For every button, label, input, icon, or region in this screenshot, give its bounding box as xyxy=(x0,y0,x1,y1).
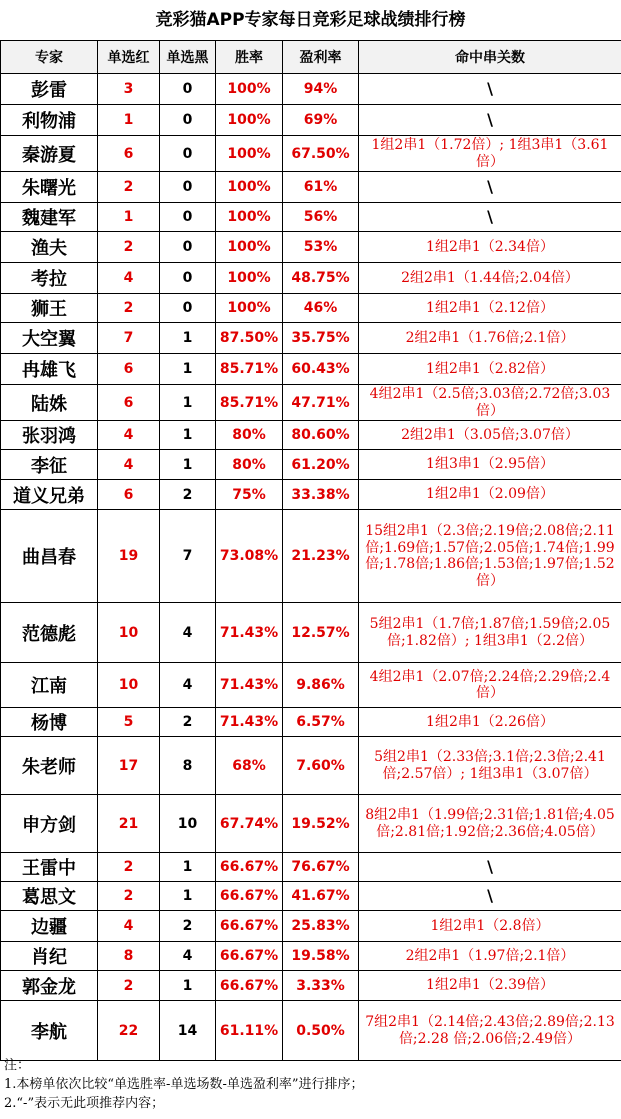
hit-combos: \ xyxy=(359,172,621,203)
page-title: 竞彩猫APP专家每日竞彩足球战绩排行榜 xyxy=(155,10,466,30)
expert-name: 冉雄飞 xyxy=(1,354,98,385)
expert-name: 肖纪 xyxy=(1,942,98,971)
hit-combos: 2组2串1（1.44倍;2.04倍） xyxy=(359,263,621,294)
expert-name: 彭雷 xyxy=(1,74,98,105)
profit-rate: 0.50% xyxy=(283,1001,359,1061)
table-row xyxy=(1,354,621,385)
expert-name: 魏建军 xyxy=(1,203,98,232)
win-rate: 61.11% xyxy=(216,1001,283,1061)
win-rate: 68% xyxy=(216,737,283,795)
red-count: 2 xyxy=(98,853,160,882)
expert-name: 李征 xyxy=(1,450,98,480)
win-rate: 100% xyxy=(216,74,283,105)
header-black: 单选黑 xyxy=(160,41,216,74)
header-red: 单选红 xyxy=(98,41,160,74)
table-row xyxy=(1,795,621,853)
win-rate: 100% xyxy=(216,294,283,323)
hit-combos: 1组2串1（2.34倍） xyxy=(359,232,621,263)
expert-name: 道义兄弟 xyxy=(1,480,98,510)
profit-rate: 53% xyxy=(283,232,359,263)
hit-combos: \ xyxy=(359,105,621,136)
profit-rate: 9.86% xyxy=(283,663,359,708)
table-row xyxy=(1,232,621,263)
black-count: 1 xyxy=(160,971,216,1001)
win-rate: 66.67% xyxy=(216,971,283,1001)
header-row xyxy=(1,41,621,74)
profit-rate: 80.60% xyxy=(283,421,359,450)
table-row xyxy=(1,323,621,354)
expert-name: 李航 xyxy=(1,1001,98,1061)
red-count: 10 xyxy=(98,663,160,708)
expert-name: 狮王 xyxy=(1,294,98,323)
red-count: 2 xyxy=(98,294,160,323)
hit-combos: 1组2串1（2.82倍） xyxy=(359,354,621,385)
black-count: 10 xyxy=(160,795,216,853)
expert-name: 渔夫 xyxy=(1,232,98,263)
expert-name: 郭金龙 xyxy=(1,971,98,1001)
expert-name: 江南 xyxy=(1,663,98,708)
red-count: 2 xyxy=(98,971,160,1001)
win-rate: 80% xyxy=(216,450,283,480)
win-rate: 100% xyxy=(216,172,283,203)
table-row xyxy=(1,510,621,603)
profit-rate: 60.43% xyxy=(283,354,359,385)
win-rate: 100% xyxy=(216,203,283,232)
table-row xyxy=(1,971,621,1001)
expert-name: 考拉 xyxy=(1,263,98,294)
red-count: 4 xyxy=(98,421,160,450)
expert-name: 边疆 xyxy=(1,911,98,942)
black-count: 2 xyxy=(160,708,216,737)
hit-combos: 8组2串1（1.99倍;2.31倍;1.81倍;4.05倍;2.81倍;1.92倍;2.36倍;4.05倍） xyxy=(359,795,621,853)
red-count: 4 xyxy=(98,450,160,480)
win-rate: 75% xyxy=(216,480,283,510)
red-count: 6 xyxy=(98,354,160,385)
profit-rate: 46% xyxy=(283,294,359,323)
hit-combos: \ xyxy=(359,853,621,882)
profit-rate: 94% xyxy=(283,74,359,105)
expert-name: 王雷中 xyxy=(1,853,98,882)
hit-combos: 1组2串1（2.09倍） xyxy=(359,480,621,510)
hit-combos: 1组3串1（2.95倍） xyxy=(359,450,621,480)
red-count: 6 xyxy=(98,136,160,172)
profit-rate: 25.83% xyxy=(283,911,359,942)
profit-rate: 6.57% xyxy=(283,708,359,737)
red-count: 5 xyxy=(98,708,160,737)
black-count: 1 xyxy=(160,853,216,882)
win-rate: 66.67% xyxy=(216,942,283,971)
profit-rate: 61.20% xyxy=(283,450,359,480)
win-rate: 100% xyxy=(216,232,283,263)
black-count: 2 xyxy=(160,911,216,942)
hit-combos: \ xyxy=(359,882,621,911)
profit-rate: 76.67% xyxy=(283,853,359,882)
hit-combos: 2组2串1（1.97倍;2.1倍） xyxy=(359,942,621,971)
table-row xyxy=(1,853,621,882)
table-row xyxy=(1,74,621,105)
expert-name: 朱曙光 xyxy=(1,172,98,203)
hit-combos: 2组2串1（1.76倍;2.1倍） xyxy=(359,323,621,354)
profit-rate: 19.52% xyxy=(283,795,359,853)
red-count: 7 xyxy=(98,323,160,354)
black-count: 0 xyxy=(160,136,216,172)
expert-name: 杨博 xyxy=(1,708,98,737)
win-rate: 66.67% xyxy=(216,911,283,942)
profit-rate: 3.33% xyxy=(283,971,359,1001)
notes-line-2: 2.“-”表示无此项推荐内容； xyxy=(4,1096,165,1111)
red-count: 1 xyxy=(98,203,160,232)
table-row xyxy=(1,294,621,323)
red-count: 8 xyxy=(98,942,160,971)
hit-combos: 5组2串1（1.7倍;1.87倍;1.59倍;2.05倍;1.82倍）; 1组3串1（2.2倍） xyxy=(359,603,621,663)
expert-name: 曲昌春 xyxy=(1,510,98,603)
hit-combos: 1组2串1（2.26倍） xyxy=(359,708,621,737)
table-row xyxy=(1,105,621,136)
hit-combos: 1组2串1（2.8倍） xyxy=(359,911,621,942)
win-rate: 100% xyxy=(216,105,283,136)
win-rate: 71.43% xyxy=(216,663,283,708)
red-count: 17 xyxy=(98,737,160,795)
profit-rate: 48.75% xyxy=(283,263,359,294)
red-count: 4 xyxy=(98,263,160,294)
red-count: 1 xyxy=(98,105,160,136)
table-row xyxy=(1,737,621,795)
table-row xyxy=(1,203,621,232)
red-count: 4 xyxy=(98,911,160,942)
red-count: 2 xyxy=(98,882,160,911)
table-row xyxy=(1,172,621,203)
black-count: 1 xyxy=(160,421,216,450)
hit-combos: 1组2串1（2.12倍） xyxy=(359,294,621,323)
expert-name: 张羽鸿 xyxy=(1,421,98,450)
black-count: 1 xyxy=(160,450,216,480)
win-rate: 85.71% xyxy=(216,354,283,385)
expert-name: 葛思文 xyxy=(1,882,98,911)
win-rate: 87.50% xyxy=(216,323,283,354)
hit-combos: \ xyxy=(359,203,621,232)
black-count: 7 xyxy=(160,510,216,603)
black-count: 4 xyxy=(160,603,216,663)
red-count: 6 xyxy=(98,385,160,421)
hit-combos: 1组2串1（2.39倍） xyxy=(359,971,621,1001)
hit-combos: 4组2串1（2.5倍;3.03倍;2.72倍;3.03倍） xyxy=(359,385,621,421)
table-row xyxy=(1,385,621,421)
profit-rate: 35.75% xyxy=(283,323,359,354)
black-count: 0 xyxy=(160,203,216,232)
expert-name: 朱老师 xyxy=(1,737,98,795)
black-count: 1 xyxy=(160,882,216,911)
profit-rate: 56% xyxy=(283,203,359,232)
table-row xyxy=(1,421,621,450)
black-count: 1 xyxy=(160,323,216,354)
black-count: 0 xyxy=(160,172,216,203)
black-count: 2 xyxy=(160,480,216,510)
table-row xyxy=(1,450,621,480)
table-row xyxy=(1,136,621,172)
header-profit-rate: 盈利率 xyxy=(283,41,359,74)
win-rate: 71.43% xyxy=(216,708,283,737)
profit-rate: 12.57% xyxy=(283,603,359,663)
black-count: 1 xyxy=(160,354,216,385)
profit-rate: 61% xyxy=(283,172,359,203)
profit-rate: 21.23% xyxy=(283,510,359,603)
red-count: 2 xyxy=(98,172,160,203)
hit-combos: 7组2串1（2.14倍;2.43倍;2.89倍;2.13倍;2.28 倍;2.06倍;2.49倍） xyxy=(359,1001,621,1061)
win-rate: 80% xyxy=(216,421,283,450)
win-rate: 73.08% xyxy=(216,510,283,603)
expert-name: 利物浦 xyxy=(1,105,98,136)
black-count: 0 xyxy=(160,232,216,263)
profit-rate: 41.67% xyxy=(283,882,359,911)
expert-name: 申方剑 xyxy=(1,795,98,853)
red-count: 2 xyxy=(98,232,160,263)
hit-combos: \ xyxy=(359,74,621,105)
hit-combos: 15组2串1（2.3倍;2.19倍;2.08倍;2.11倍;1.69倍;1.57倍;2.05倍;1.74倍;1.99倍;1.78倍;1.86倍;1.53倍;1.97倍;1.52倍） xyxy=(359,510,621,603)
red-count: 10 xyxy=(98,603,160,663)
table-row xyxy=(1,942,621,971)
table-row xyxy=(1,263,621,294)
expert-name: 秦游夏 xyxy=(1,136,98,172)
profit-rate: 19.58% xyxy=(283,942,359,971)
red-count: 21 xyxy=(98,795,160,853)
table-row xyxy=(1,708,621,737)
profit-rate: 7.60% xyxy=(283,737,359,795)
table-row xyxy=(1,1001,621,1061)
win-rate: 67.74% xyxy=(216,795,283,853)
black-count: 0 xyxy=(160,105,216,136)
expert-name: 大空翼 xyxy=(1,323,98,354)
ranking-table xyxy=(0,40,621,1061)
win-rate: 100% xyxy=(216,263,283,294)
black-count: 4 xyxy=(160,942,216,971)
expert-name: 陆姝 xyxy=(1,385,98,421)
black-count: 8 xyxy=(160,737,216,795)
expert-name: 范德彪 xyxy=(1,603,98,663)
table-row xyxy=(1,663,621,708)
red-count: 19 xyxy=(98,510,160,603)
black-count: 14 xyxy=(160,1001,216,1061)
profit-rate: 69% xyxy=(283,105,359,136)
profit-rate: 33.38% xyxy=(283,480,359,510)
black-count: 0 xyxy=(160,74,216,105)
hit-combos: 1组2串1（1.72倍）; 1组3串1（3.61倍） xyxy=(359,136,621,172)
header-win-rate: 胜率 xyxy=(216,41,283,74)
hit-combos: 2组2串1（3.05倍;3.07倍） xyxy=(359,421,621,450)
hit-combos: 4组2串1（2.07倍;2.24倍;2.29倍;2.4倍） xyxy=(359,663,621,708)
notes-line-1: 1.本榜单依次比较“单选胜率-单选场数-单选盈利率”进行排序； xyxy=(4,1077,364,1092)
win-rate: 66.67% xyxy=(216,853,283,882)
table-row xyxy=(1,882,621,911)
table-row xyxy=(1,480,621,510)
win-rate: 100% xyxy=(216,136,283,172)
black-count: 1 xyxy=(160,385,216,421)
hit-combos: 5组2串1（2.33倍;3.1倍;2.3倍;2.41倍;2.57倍）; 1组3串1（3.07倍） xyxy=(359,737,621,795)
black-count: 0 xyxy=(160,263,216,294)
black-count: 4 xyxy=(160,663,216,708)
red-count: 3 xyxy=(98,74,160,105)
header-expert: 专家 xyxy=(1,41,98,74)
table-row xyxy=(1,911,621,942)
win-rate: 85.71% xyxy=(216,385,283,421)
profit-rate: 47.71% xyxy=(283,385,359,421)
red-count: 6 xyxy=(98,480,160,510)
notes-label: 注： xyxy=(4,1058,31,1073)
profit-rate: 67.50% xyxy=(283,136,359,172)
notes xyxy=(0,1056,621,1119)
win-rate: 71.43% xyxy=(216,603,283,663)
table-row xyxy=(1,603,621,663)
win-rate: 66.67% xyxy=(216,882,283,911)
black-count: 0 xyxy=(160,294,216,323)
header-hits: 命中串关数 xyxy=(359,41,621,74)
red-count: 22 xyxy=(98,1001,160,1061)
